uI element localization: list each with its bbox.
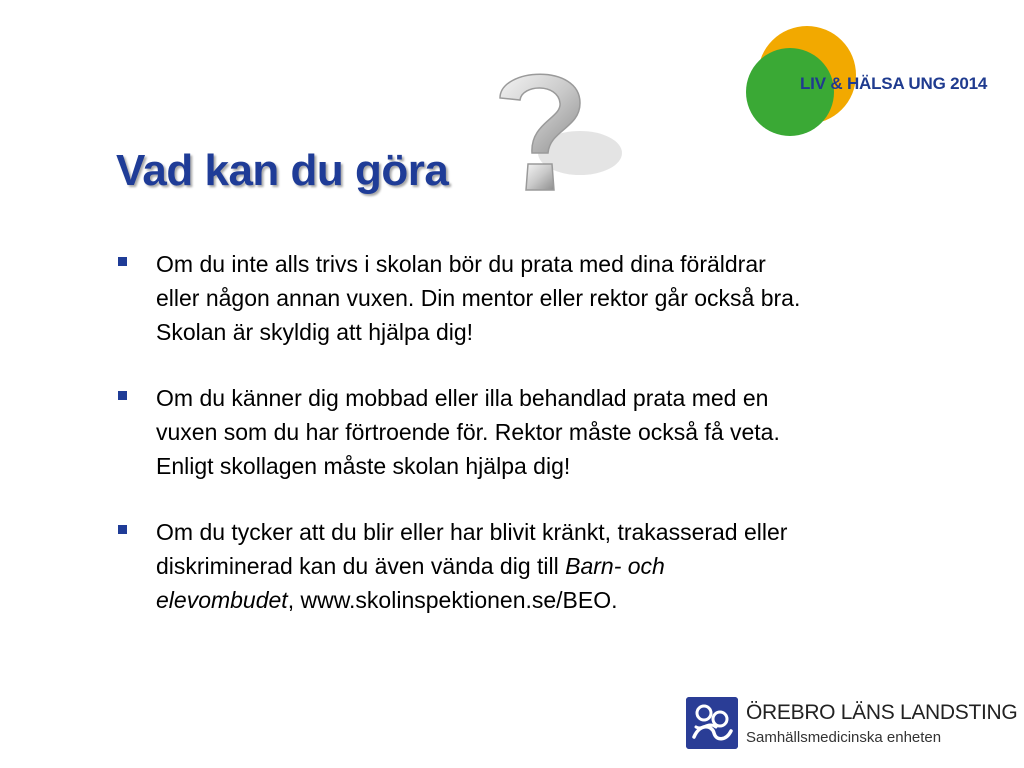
bullet-3-line-3-text: , www.skolinspektionen.se/BEO. — [287, 587, 618, 613]
page-title: Vad kan du göra — [116, 146, 449, 195]
question-mark-icon — [470, 58, 640, 208]
orebro-lans-landsting-logo — [686, 697, 1018, 753]
bullet-3-line-2-italic: Barn- och — [565, 553, 665, 579]
bullet-3-line-3 — [156, 583, 976, 617]
bullet-1-line-2: eller någon annan vuxen. Din mentor eller rektor går också bra. — [156, 285, 801, 311]
bullet-3-line-1: Om du tycker att du blir eller har blivit kränkt, trakasserad eller — [156, 519, 788, 545]
bullet-1-line-1: Om du inte alls trivs i skolan bör du prata med dina föräldrar — [156, 251, 766, 277]
bullet-marker-icon — [118, 391, 127, 400]
liv-halsa-logo-text: LIV & HÄLSA UNG 2014 — [800, 74, 988, 93]
bullet-1-line-3: Skolan är skyldig att hjälpa dig! — [156, 319, 474, 345]
org-unit: Samhällsmedicinska enheten — [746, 729, 942, 746]
bullet-item-3 — [116, 515, 976, 617]
bullet-item-1 — [116, 247, 976, 349]
bullet-list — [116, 247, 976, 649]
bullet-item-2 — [116, 381, 976, 483]
bullet-3-line-2 — [156, 549, 976, 583]
bullet-2-line-2: vuxen som du har förtroende för. Rektor måste också få veta. — [156, 419, 780, 445]
liv-halsa-logo — [740, 18, 1015, 143]
bullet-marker-icon — [118, 257, 127, 266]
bullet-2-line-3: Enligt skollagen måste skolan hjälpa dig! — [156, 453, 571, 479]
landsting-emblem-icon — [686, 697, 738, 749]
bullet-3-line-3-italic: elevombudet — [156, 587, 288, 613]
bullet-marker-icon — [118, 525, 127, 534]
org-name: ÖREBRO LÄNS LANDSTING — [746, 701, 1018, 724]
bullet-3-line-2-text: diskriminerad kan du även vända dig till — [156, 553, 566, 579]
bullet-2-line-1: Om du känner dig mobbad eller illa behandlad prata med en — [156, 385, 769, 411]
